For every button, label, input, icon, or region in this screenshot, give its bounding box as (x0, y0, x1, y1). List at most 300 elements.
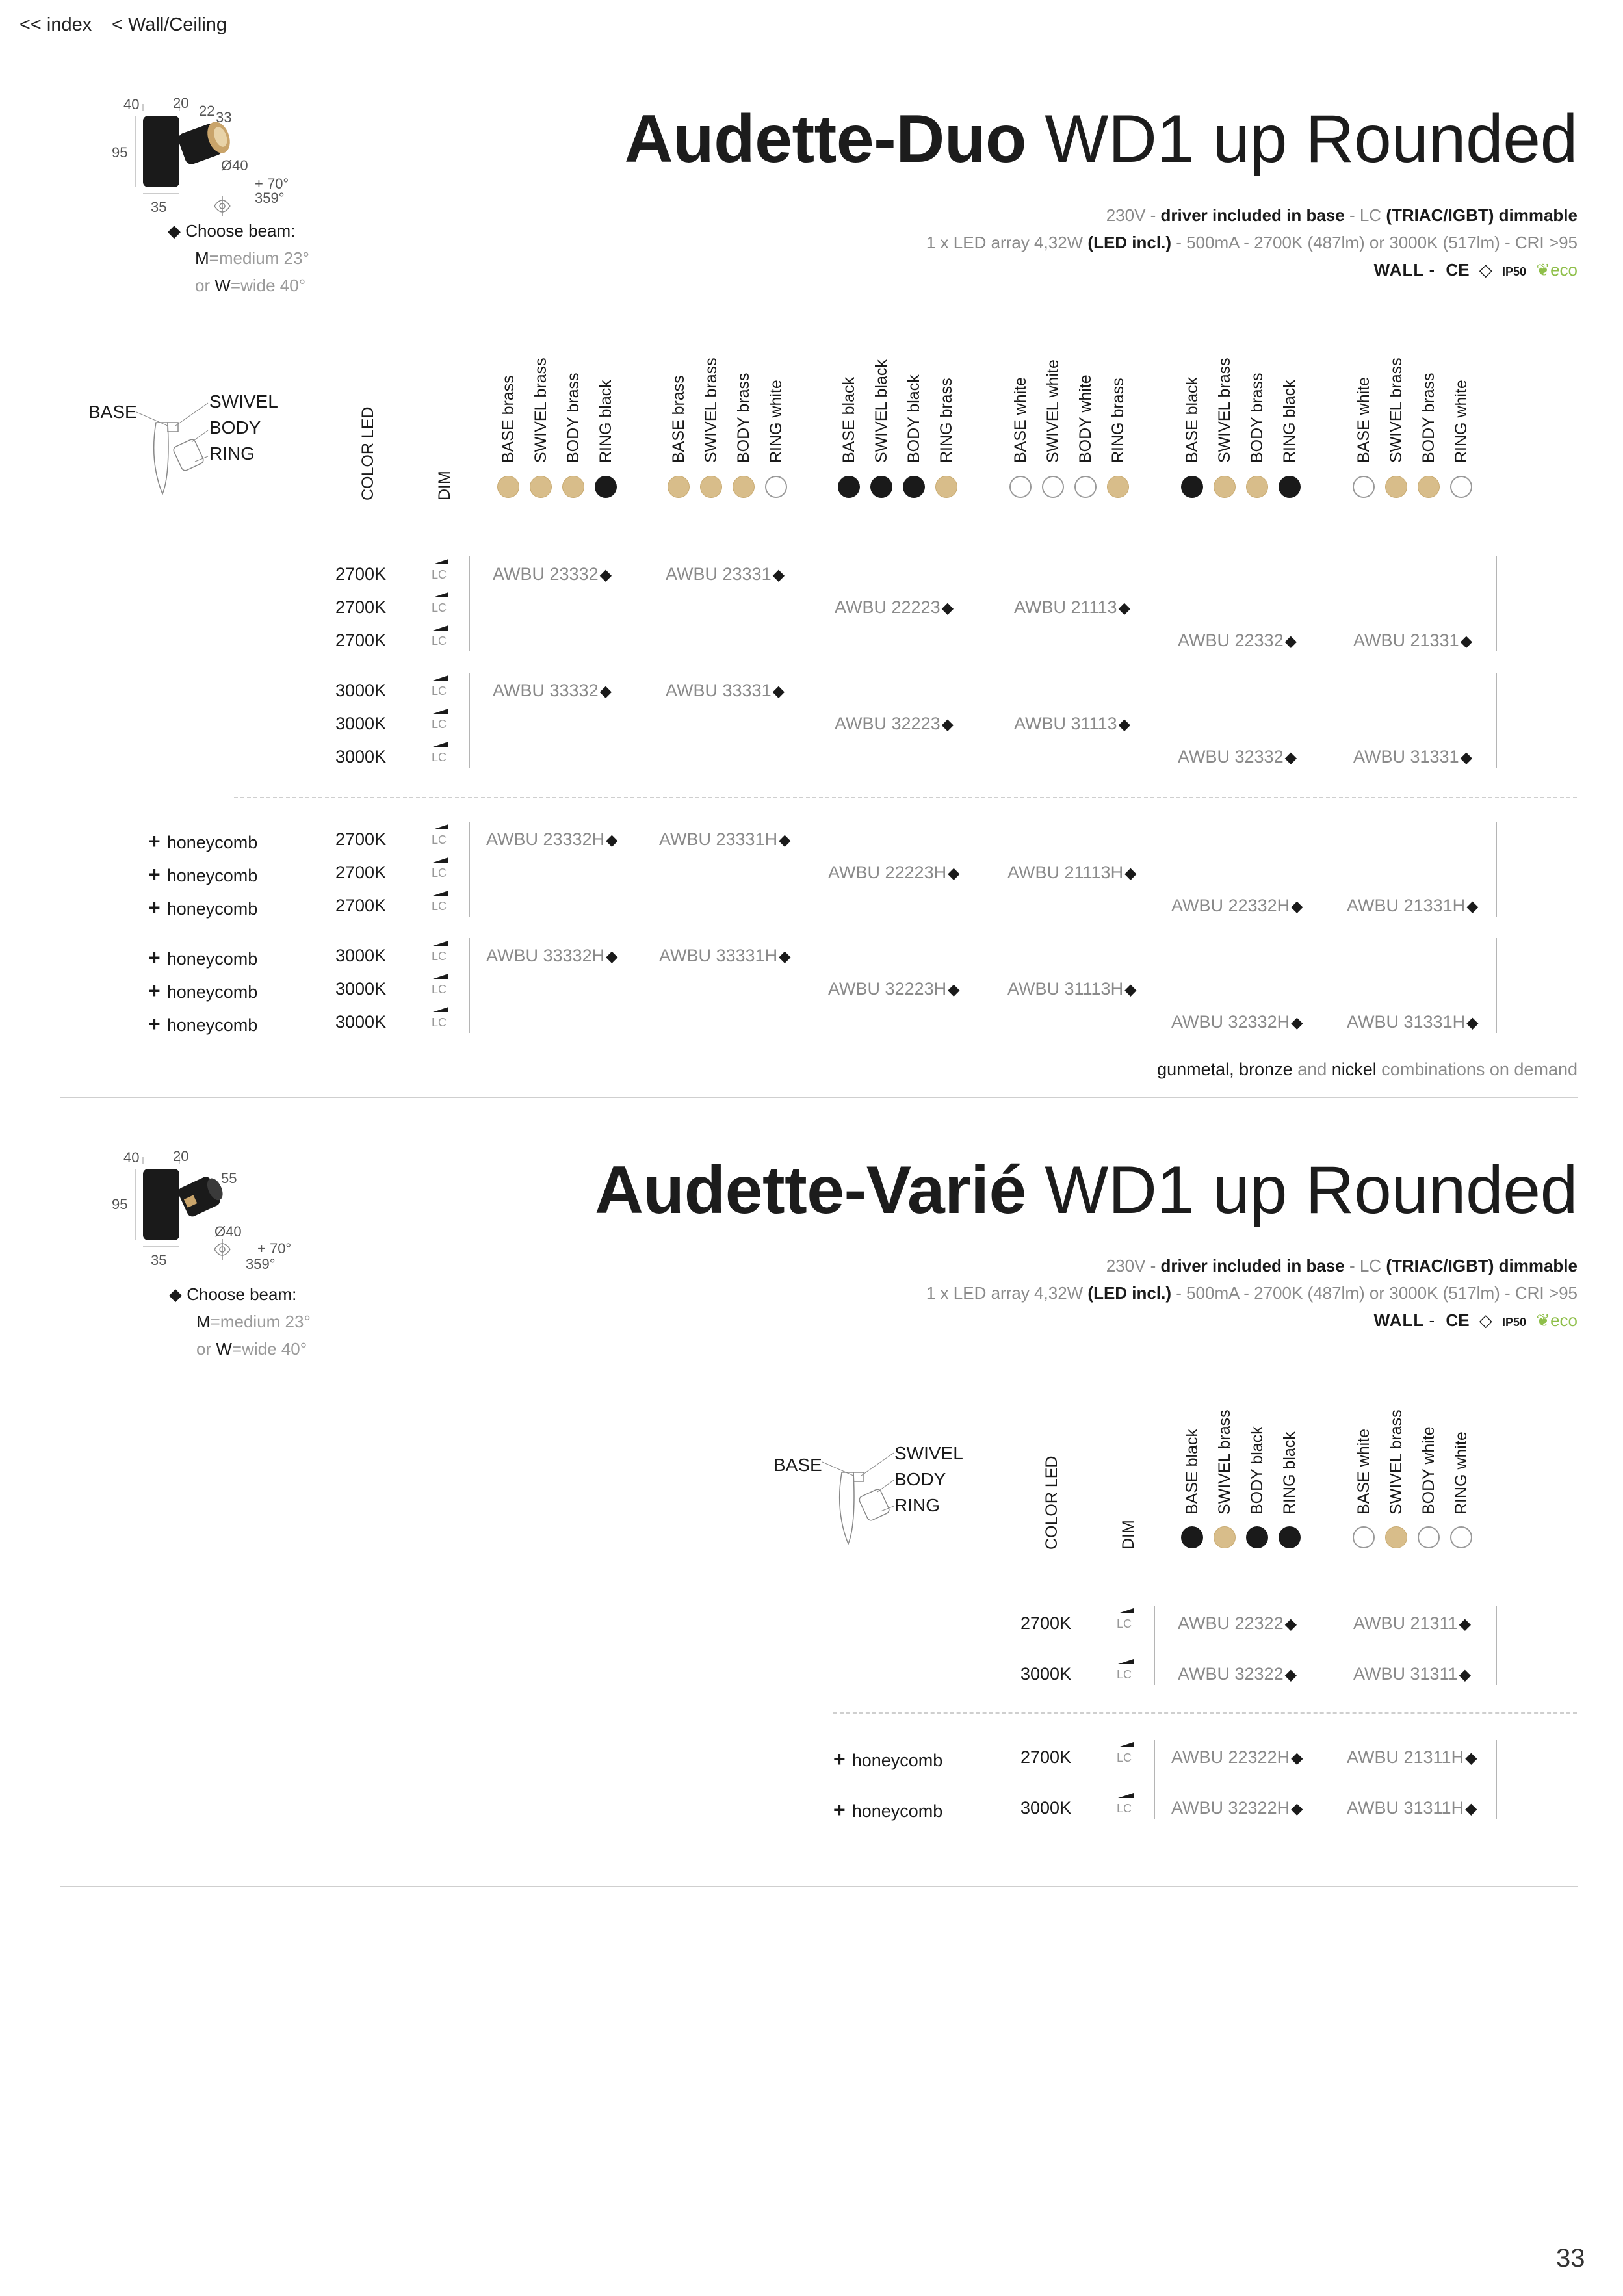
diamond-bullet-icon: ◆ (1118, 599, 1131, 617)
honeycomb-option (148, 946, 257, 970)
diamond-bullet-icon: ◆ (779, 831, 791, 849)
diamond-bullet-icon: ◆ (606, 948, 618, 965)
plus-icon: + (148, 979, 161, 1002)
article-code-text: AWBU 21311H (1347, 1747, 1464, 1767)
choose-beam-label: ◆ Choose beam: (168, 221, 296, 241)
color-temp: 3000K (335, 714, 387, 733)
duo-col-label: BASE black (840, 376, 858, 463)
article-code-text: AWBU 32223 (835, 714, 941, 733)
article-code-text: AWBU 21311 (1353, 1613, 1458, 1633)
brass-swatch (562, 476, 584, 498)
diamond-bullet-icon: ◆ (1466, 1014, 1479, 1032)
honeycomb-option (148, 829, 257, 854)
color-temp: 3000K (335, 979, 387, 998)
article-code-text: AWBU 33332H (486, 946, 605, 965)
lc-dimmer-icon (430, 1007, 450, 1026)
article-code-text: AWBU 31311 (1353, 1664, 1458, 1684)
white-swatch (1009, 476, 1032, 498)
article-code-text: AWBU 32332H (1171, 1012, 1290, 1032)
article-code-text: AWBU 33332 (493, 681, 599, 700)
article-code[interactable] (1178, 747, 1297, 767)
black-swatch (838, 476, 860, 498)
article-code[interactable] (1171, 1798, 1303, 1818)
black-swatch (1246, 1526, 1268, 1548)
color-temp: 3000K (335, 1012, 387, 1032)
honeycomb-label: honeycomb (166, 1015, 258, 1035)
part-base: BASE (88, 402, 137, 422)
article-code-text: AWBU 21331 (1353, 631, 1459, 650)
class-ii-icon: ◇ (1479, 260, 1492, 280)
choose-beam-label: ◆ Choose beam: (169, 1285, 297, 1304)
brass-swatch (1214, 1526, 1236, 1548)
white-swatch (1450, 476, 1472, 498)
diamond-bullet-icon: ◆ (1466, 898, 1479, 915)
lc-dimmer-icon (430, 675, 450, 695)
plus-icon: + (148, 946, 161, 969)
column-separator (469, 556, 470, 651)
lc-dimmer-icon: LC (1359, 1256, 1382, 1275)
article-code-text: AWBU 21331H (1347, 896, 1466, 915)
article-code-text: AWBU 31331H (1347, 1012, 1466, 1032)
plus-icon: + (833, 1798, 846, 1821)
duo-col-label: SWIVEL brass (532, 358, 550, 463)
lc-dimmer-icon (430, 891, 450, 910)
eco-label: eco (1550, 260, 1578, 280)
dim-55: 55 (221, 1170, 237, 1186)
article-code[interactable] (493, 564, 612, 584)
article-code[interactable] (659, 946, 791, 966)
article-code[interactable] (493, 681, 612, 701)
brass-swatch (1246, 476, 1268, 498)
varie-col-label: BASE white (1355, 1428, 1373, 1515)
dim-tilt: + 70° (257, 1240, 292, 1257)
article-code-text: AWBU 33331 (666, 681, 772, 700)
color-temp: 2700K (335, 829, 387, 849)
white-swatch (765, 476, 787, 498)
duo-col-label: RING black (1280, 380, 1299, 463)
column-separator (1154, 1606, 1155, 1685)
duo-col-label: SWIVEL black (872, 359, 890, 463)
dim-diameter: Ø40 (221, 157, 248, 174)
color-temp: 2700K (335, 597, 387, 617)
white-swatch (1353, 1526, 1375, 1548)
honeycomb-option (148, 863, 257, 887)
part-swivel: SWIVEL (209, 391, 278, 411)
diamond-bullet-icon: ◆ (1284, 749, 1297, 766)
diamond-bullet-icon: ◆ (1291, 1014, 1303, 1032)
column-separator (1496, 938, 1497, 1033)
dim-tilt: + 70° (255, 176, 289, 192)
duo-col-label: RING black (597, 380, 615, 463)
duo-col-label: SWIVEL brass (1387, 358, 1405, 463)
honeycomb-label: honeycomb (851, 1751, 943, 1770)
duo-col-label: BASE black (1183, 376, 1201, 463)
brass-swatch (530, 476, 552, 498)
lc-dimmer-icon (430, 857, 450, 877)
article-code[interactable] (828, 863, 960, 883)
duo-col-label: BODY black (905, 374, 923, 463)
black-swatch (1279, 1526, 1301, 1548)
dim-35: 35 (151, 199, 167, 215)
article-code[interactable] (1353, 1664, 1471, 1684)
section-divider (60, 1097, 1578, 1098)
dim-rotation: 359° (255, 190, 285, 206)
varie-col-label: BODY white (1420, 1426, 1438, 1515)
honeycomb-label: honeycomb (166, 949, 258, 969)
dim-40: 40 (123, 96, 140, 112)
duo-col-label: BODY brass (734, 372, 753, 463)
lc-dimmer-icon (430, 974, 450, 993)
article-code[interactable] (1347, 1798, 1477, 1818)
honeycomb-divider (833, 1712, 1577, 1714)
black-swatch (595, 476, 617, 498)
article-code-text: AWBU 23332H (486, 829, 605, 849)
article-code[interactable] (1353, 631, 1472, 651)
diamond-bullet-icon: ◆ (779, 948, 791, 965)
article-code[interactable] (1171, 896, 1303, 916)
diamond-bullet-icon: ◆ (772, 683, 785, 700)
article-code[interactable] (1014, 597, 1130, 618)
svg-text:LC: LC (432, 867, 447, 877)
honeycomb-option (833, 1747, 942, 1771)
white-swatch (1042, 476, 1064, 498)
article-code[interactable] (1171, 1747, 1303, 1768)
plus-icon: + (833, 1747, 846, 1771)
diamond-bullet-icon: ◆ (1118, 716, 1131, 733)
eco-label: eco (1550, 1311, 1578, 1330)
varie-col-label: RING white (1452, 1431, 1470, 1515)
black-swatch (1181, 1526, 1203, 1548)
diamond-bullet-icon: ◆ (1284, 633, 1297, 650)
part-base: BASE (773, 1455, 822, 1475)
plus-icon: + (148, 829, 161, 853)
article-code[interactable] (1014, 714, 1130, 734)
dim-20: 20 (173, 1148, 189, 1164)
diamond-bullet-icon: ◆ (948, 981, 960, 998)
diamond-bullet-icon: ◆ (1284, 1615, 1297, 1633)
varie-spec-line-1: 230V - driver included in base - LC (TRIAC/IGBT) dimmable (1106, 1256, 1578, 1275)
color-temp: 2700K (1020, 1747, 1072, 1767)
article-code-text: AWBU 22223H (828, 863, 947, 882)
honeycomb-label: honeycomb (166, 982, 258, 1002)
color-temp: 2700K (1020, 1613, 1072, 1633)
lc-dimmer-icon (430, 709, 450, 728)
diamond-bullet-icon: ◆ (1459, 1615, 1472, 1633)
lc-dimmer-icon: LC (1359, 205, 1382, 225)
honeycomb-label: honeycomb (166, 833, 258, 852)
svg-text:LC: LC (1117, 1617, 1132, 1628)
color-temp: 2700K (335, 564, 387, 584)
duo-col-label: RING white (767, 380, 785, 463)
article-code[interactable] (1178, 631, 1297, 651)
plus-icon: + (148, 1012, 161, 1036)
dim-20: 20 (173, 95, 189, 111)
diamond-bullet-icon: ◆ (772, 566, 785, 584)
article-code-text: AWBU 22223 (835, 597, 941, 617)
brass-swatch (1214, 476, 1236, 498)
article-code[interactable] (835, 714, 954, 734)
article-code-text: AWBU 23331 (666, 564, 772, 584)
diamond-bullet-icon: ◆ (1291, 1800, 1303, 1818)
plus-icon: + (148, 863, 161, 886)
lc-dimmer-icon (430, 742, 450, 761)
col-dim: DIM (1119, 1520, 1137, 1550)
diamond-bullet-icon: ◆ (948, 865, 960, 882)
index-link[interactable]: << index (19, 14, 92, 35)
black-swatch (1181, 476, 1203, 498)
duo-note: gunmetal, bronze and nickel combinations on demand (1157, 1060, 1578, 1079)
ce-mark-icon: CE (1446, 1311, 1470, 1330)
duo-col-label: RING brass (937, 378, 955, 463)
duo-col-label: SWIVEL brass (702, 358, 720, 463)
dim-40: 40 (123, 1149, 140, 1166)
duo-spec-line-2: 1 x LED array 4,32W (LED incl.) - 500mA - 2700K (487lm) or 3000K (517lm) - CRI >95 (926, 233, 1578, 252)
varie-col-label: SWIVEL brass (1387, 1409, 1405, 1515)
svg-text:LC: LC (432, 833, 447, 844)
svg-text:LC: LC (432, 601, 447, 612)
article-code[interactable] (1178, 1613, 1297, 1634)
white-swatch (1353, 476, 1375, 498)
svg-text:LC: LC (432, 950, 447, 960)
dim-33: 33 (216, 109, 232, 125)
brass-swatch (700, 476, 722, 498)
beam-medium: M=medium 23° (196, 1312, 311, 1331)
article-code[interactable] (1353, 747, 1472, 767)
varie-col-label: BASE black (1183, 1428, 1201, 1515)
duo-col-label: BASE brass (499, 375, 517, 463)
honeycomb-option (833, 1798, 942, 1822)
duo-col-label: RING brass (1109, 378, 1127, 463)
part-ring: RING (894, 1495, 940, 1515)
beam-medium: M=medium 23° (195, 248, 309, 268)
white-swatch (1450, 1526, 1472, 1548)
svg-text:LC: LC (1117, 1668, 1132, 1678)
column-separator (469, 938, 470, 1033)
article-code[interactable] (666, 564, 785, 584)
duo-col-label: BASE brass (669, 375, 688, 463)
article-code-text: AWBU 31113 (1014, 714, 1117, 733)
diamond-bullet-icon: ◆ (168, 221, 181, 241)
column-separator (1154, 1740, 1155, 1819)
page-number: 33 (1556, 2244, 1585, 2273)
duo-col-label: BASE white (1011, 376, 1030, 463)
svg-text:LC: LC (1117, 1751, 1132, 1762)
article-code-text: AWBU 22322H (1171, 1747, 1290, 1767)
honeycomb-label: honeycomb (166, 899, 258, 919)
diamond-bullet-icon: ◆ (606, 831, 618, 849)
article-code[interactable] (828, 979, 960, 999)
article-code[interactable] (486, 829, 618, 850)
duo-col-label: SWIVEL white (1044, 359, 1062, 463)
diamond-bullet-icon: ◆ (169, 1285, 182, 1304)
article-code[interactable] (1007, 979, 1137, 999)
col-color-led: COLOR LED (359, 406, 377, 501)
diamond-bullet-icon: ◆ (941, 599, 954, 617)
article-code-text: AWBU 32322H (1171, 1798, 1290, 1818)
brass-swatch (668, 476, 690, 498)
column-separator (1496, 1606, 1497, 1685)
diamond-bullet-icon: ◆ (1465, 1749, 1477, 1767)
svg-text:LC: LC (432, 751, 447, 761)
lc-dimmer-icon (430, 941, 450, 960)
lc-dimmer-icon (1115, 1608, 1135, 1628)
article-code[interactable] (1178, 1664, 1297, 1684)
beam-wide: or W=wide 40° (195, 276, 306, 295)
article-code[interactable] (666, 681, 785, 701)
color-temp: 3000K (335, 681, 387, 700)
dim-95: 95 (112, 1196, 128, 1212)
section-divider (60, 1886, 1578, 1887)
ce-mark-icon: CE (1446, 260, 1470, 280)
diamond-bullet-icon: ◆ (1459, 1666, 1472, 1684)
article-code-text: AWBU 21113H (1007, 863, 1124, 882)
article-code[interactable] (835, 597, 954, 618)
column-separator (1496, 822, 1497, 917)
duo-col-label: BODY brass (1248, 372, 1266, 463)
diamond-bullet-icon: ◆ (1465, 1800, 1477, 1818)
duo-title: Audette-Duo WD1 up Rounded (624, 101, 1578, 177)
article-code-text: AWBU 23332 (493, 564, 599, 584)
article-code[interactable] (486, 946, 618, 966)
duo-part-diagram (136, 397, 221, 501)
varie-title: Audette-Varié WD1 up Rounded (594, 1153, 1578, 1228)
diamond-bullet-icon: ◆ (1124, 981, 1137, 998)
article-code[interactable] (1347, 896, 1479, 916)
lc-dimmer-icon (1115, 1742, 1135, 1762)
brass-swatch (497, 476, 519, 498)
article-code-text: AWBU 22322 (1178, 1613, 1284, 1633)
duo-cert-line: WALL - CE ◇ IP50 ❦eco (1373, 260, 1578, 280)
class-ii-icon: ◇ (1479, 1311, 1492, 1330)
duo-col-label: BASE white (1355, 376, 1373, 463)
color-temp: 3000K (1020, 1664, 1072, 1684)
duo-col-label: BODY white (1076, 374, 1095, 463)
varie-col-label: RING black (1280, 1431, 1299, 1515)
article-code-text: AWBU 32332 (1178, 747, 1284, 766)
part-body: BODY (894, 1469, 946, 1489)
brass-swatch (1385, 1526, 1407, 1548)
column-separator (469, 673, 470, 768)
brass-swatch (1107, 476, 1129, 498)
article-code[interactable] (1007, 863, 1137, 883)
diamond-bullet-icon: ◆ (599, 683, 612, 700)
svg-text:LC: LC (432, 983, 447, 993)
duo-spec-line-1: 230V - driver included in base - LC (TRIAC/IGBT) dimmable (1106, 205, 1578, 225)
honeycomb-label: honeycomb (851, 1801, 943, 1821)
honeycomb-option (148, 979, 257, 1003)
lc-dimmer-icon (430, 824, 450, 844)
lc-dimmer-icon (430, 592, 450, 612)
color-temp: 2700K (335, 863, 387, 882)
diamond-bullet-icon: ◆ (1291, 898, 1303, 915)
eco-leaf-icon: ❦ (1536, 260, 1551, 280)
color-temp: 2700K (335, 631, 387, 650)
dim-22: 22 (199, 103, 215, 119)
color-temp: 3000K (335, 946, 387, 965)
color-temp: 3000K (335, 747, 387, 766)
beam-wide: or W=wide 40° (196, 1339, 307, 1359)
article-code[interactable] (659, 829, 791, 850)
article-code[interactable] (1353, 1613, 1471, 1634)
svg-text:LC: LC (432, 718, 447, 728)
duo-col-label: BODY brass (564, 372, 582, 463)
article-code[interactable] (1347, 1747, 1477, 1768)
brass-swatch (1385, 476, 1407, 498)
article-code-text: AWBU 31113H (1007, 979, 1124, 998)
ip-rating: IP50 (1502, 265, 1527, 278)
dim-35: 35 (151, 1252, 167, 1268)
svg-text:LC: LC (1117, 1802, 1132, 1812)
varie-col-label: BODY black (1248, 1426, 1266, 1515)
svg-text:LC: LC (432, 568, 447, 579)
svg-text:LC: LC (432, 634, 447, 645)
col-color-led: COLOR LED (1043, 1455, 1061, 1550)
part-ring: RING (209, 443, 255, 463)
color-temp: 2700K (335, 896, 387, 915)
black-swatch (870, 476, 892, 498)
black-swatch (1279, 476, 1301, 498)
diamond-bullet-icon: ◆ (941, 716, 954, 733)
brass-swatch (1418, 476, 1440, 498)
diamond-bullet-icon: ◆ (1291, 1749, 1303, 1767)
article-code-text: AWBU 22332H (1171, 896, 1290, 915)
column-separator (1496, 673, 1497, 768)
lc-dimmer-icon (430, 559, 450, 579)
black-swatch (903, 476, 925, 498)
ip-rating: IP50 (1502, 1316, 1527, 1329)
eco-leaf-icon: ❦ (1536, 1311, 1551, 1330)
article-code[interactable] (1347, 1012, 1479, 1032)
varie-cert-line: WALL - CE ◇ IP50 ❦eco (1373, 1311, 1578, 1330)
honeycomb-divider (234, 797, 1577, 798)
duo-col-label: SWIVEL brass (1215, 358, 1234, 463)
dim-diameter: Ø40 (214, 1223, 242, 1240)
column-separator (1496, 556, 1497, 651)
svg-text:LC: LC (432, 685, 447, 695)
dim-95: 95 (112, 144, 128, 161)
varie-spec-line-2: 1 x LED array 4,32W (LED incl.) - 500mA - 2700K (487lm) or 3000K (517lm) - CRI >95 (926, 1283, 1578, 1303)
article-code[interactable] (1171, 1012, 1303, 1032)
svg-text:LC: LC (432, 900, 447, 910)
varie-col-label: SWIVEL brass (1215, 1409, 1234, 1515)
color-temp: 3000K (1020, 1798, 1072, 1818)
category-link[interactable]: < Wall/Ceiling (112, 14, 227, 35)
diamond-bullet-icon: ◆ (599, 566, 612, 584)
part-swivel: SWIVEL (894, 1443, 963, 1463)
honeycomb-label: honeycomb (166, 866, 258, 885)
white-swatch (1418, 1526, 1440, 1548)
diamond-bullet-icon: ◆ (1460, 749, 1473, 766)
plus-icon: + (148, 896, 161, 919)
honeycomb-option (148, 896, 257, 920)
white-swatch (1074, 476, 1097, 498)
article-code-text: AWBU 23331H (659, 829, 778, 849)
diamond-bullet-icon: ◆ (1460, 633, 1473, 650)
column-separator (469, 822, 470, 917)
honeycomb-option (148, 1012, 257, 1036)
brass-swatch (733, 476, 755, 498)
duo-col-label: BODY brass (1420, 372, 1438, 463)
diamond-bullet-icon: ◆ (1284, 1666, 1297, 1684)
col-dim: DIM (435, 471, 454, 501)
brass-swatch (935, 476, 957, 498)
lc-dimmer-icon (1115, 1659, 1135, 1678)
duo-col-label: RING white (1452, 380, 1470, 463)
article-code-text: AWBU 21113 (1014, 597, 1117, 617)
lc-dimmer-icon (1115, 1793, 1135, 1812)
lc-dimmer-icon (430, 625, 450, 645)
article-code-text: AWBU 31331 (1353, 747, 1459, 766)
